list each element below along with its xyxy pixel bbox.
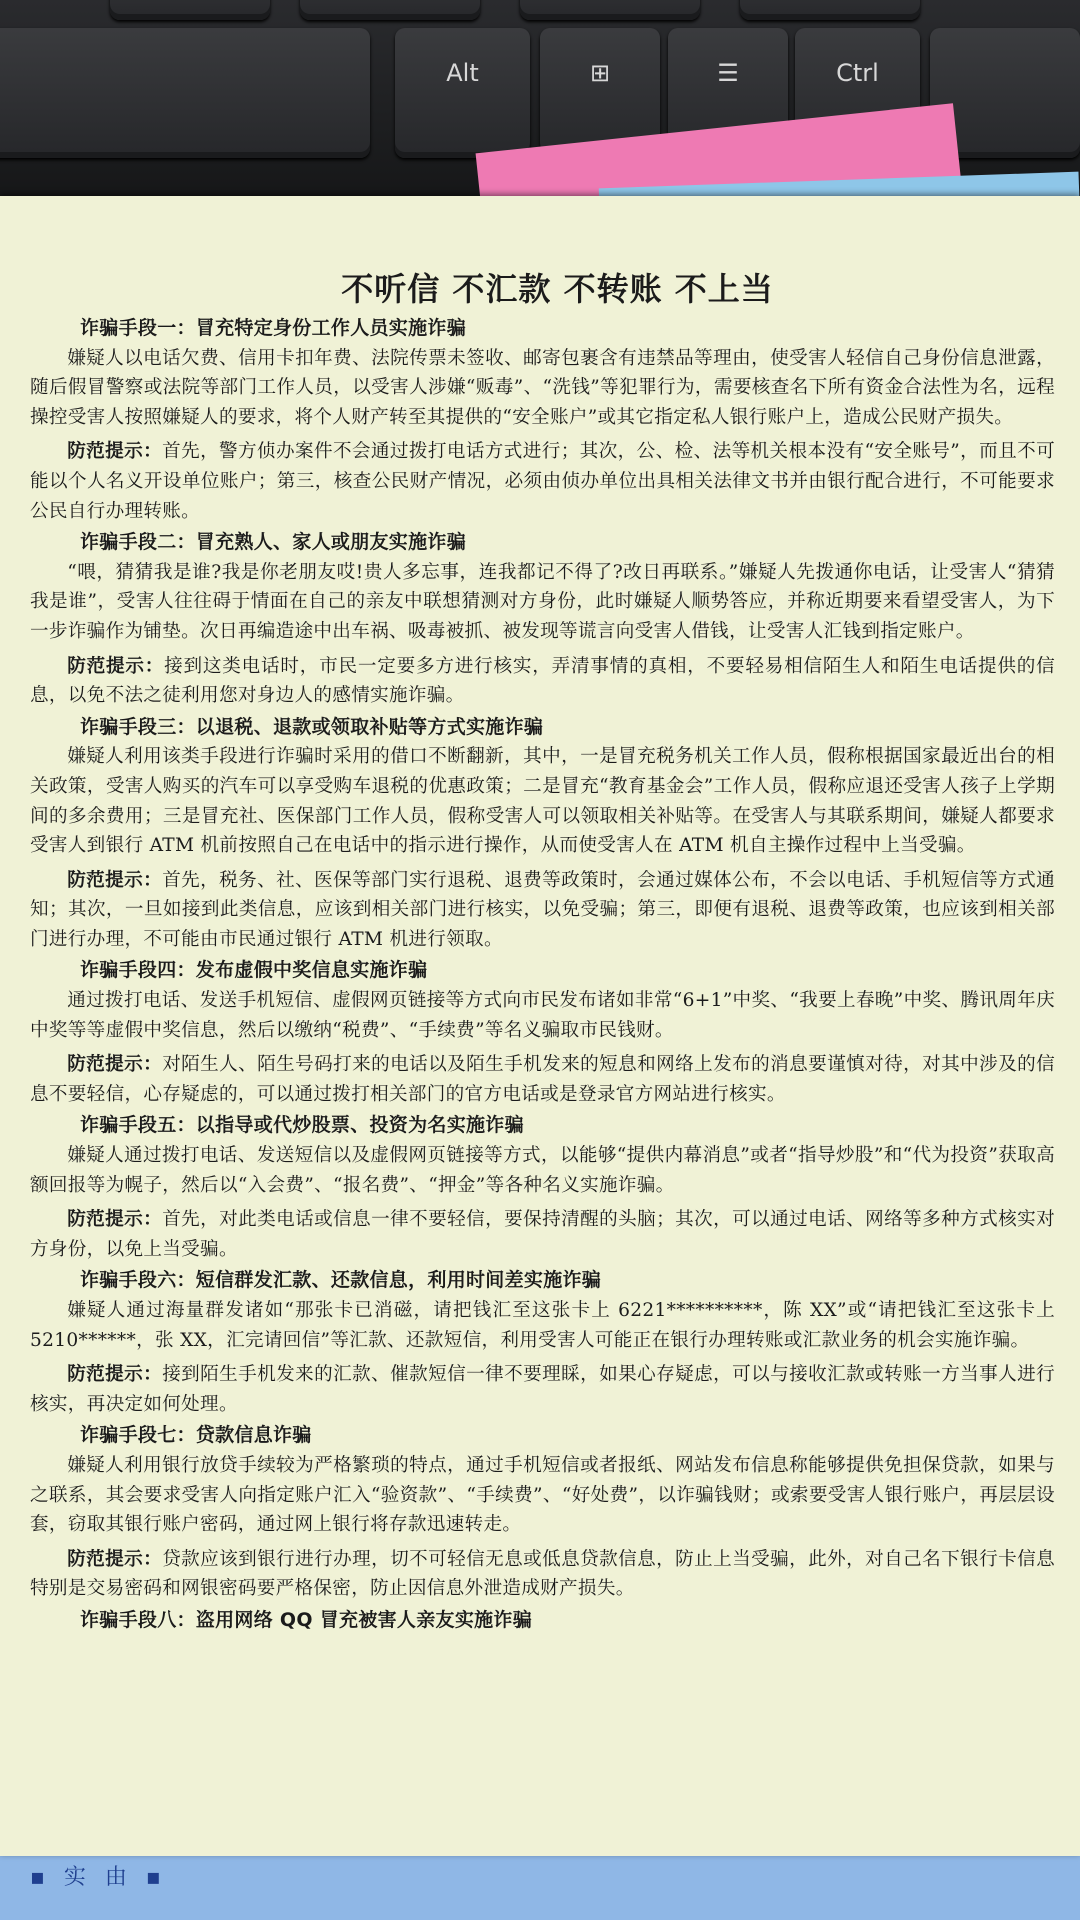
- section-body: 嫌疑人以电话欠费、信用卡扣年费、法院传票未签收、邮寄包裹含有违禁品等理由，使受害人轻信自己身份信息泄露，随后假冒警察或法院等部门工作人员，以受害人涉嫌“贩毒”、“洗钱”等犯罪行为，需要核查名下所有资金合法性为名，远程操控受害人按照嫌疑人的要求，将个人财产转至其提供的“安全账户”或其它指定私人银行账户上，造成公民财产损失。: [30, 347, 1055, 428]
- section-heading: 诈骗手段二：冒充熟人、家人或朋友实施诈骗: [80, 531, 467, 554]
- prevention-tip: [30, 1205, 1055, 1264]
- paper-sheet: [0, 196, 1080, 1856]
- keyboard-key-top: [300, 0, 480, 20]
- prevention-tip: [30, 437, 1055, 526]
- prevention-tip-text: 首先，税务、社、医保等部门实行退税、退费等政策时，会通过媒体公布，不会以电话、手机短信等方式通知；其次，一旦如接到此类信息，应该到相关部门进行核实，以免受骗；第三，即便有退税、退费等政策，也应该到相关部门进行办理，不可能由市民通过银行 ATM 机进行领取。: [30, 869, 1055, 950]
- section-body: 嫌疑人利用银行放贷手续较为严格繁琐的特点，通过手机短信或者报纸、网站发布信息称能够提供免担保贷款，如果与之联系，其会要求受害人向指定账户汇入“验资款”、“手续费”、“好处费”，以诈骗钱财；或索要受害人银行账户，再层层设套，窃取其银行账户密码，通过网上银行将存款迅速转走。: [30, 1454, 1055, 1536]
- prevention-tip-label: 防范提示：: [67, 1054, 163, 1076]
- document-title: 不听信 不汇款 不转账 不上当: [341, 270, 774, 308]
- prevention-tip-text: 贷款应该到银行进行办理，切不可轻信无息或低息贷款信息，防止上当受骗，此外，对自己名下银行卡信息特别是交易密码和网银密码要严格保密，防止因信息外泄造成财产损失。: [30, 1548, 1055, 1600]
- fraud-section: [30, 1421, 1055, 1604]
- section-heading: 诈骗手段六：短信群发汇款、还款信息，利用时间差实施诈骗: [80, 1269, 602, 1292]
- alt-key: Alt: [395, 28, 530, 158]
- prevention-tip: [30, 866, 1055, 955]
- keyboard-key-top: [740, 0, 920, 20]
- fraud-section: [30, 528, 1055, 711]
- prevention-tip-text: 首先，警方侦办案件不会通过拨打电话方式进行；其次，公、检、法等机关根本没有“安全账号”，而且不可能以个人名义开设单位账户；第三，核查公民财产情况，必须由侦办单位出具相关法律文书并由银行配合进行，不可能要求公民自行办理转账。: [30, 441, 1055, 522]
- prevention-tip-label: 防范提示：: [67, 1209, 163, 1231]
- fraud-section: [30, 1111, 1055, 1264]
- ctrl-key: Ctrl: [795, 28, 920, 158]
- prevention-tip-label: 防范提示：: [67, 441, 163, 463]
- section-heading: 诈骗手段七：贷款信息诈骗: [80, 1424, 312, 1447]
- section-body: 嫌疑人通过海量群发诸如“那张卡已消磁，请把钱汇至这张卡上 6221**********，陈 XX”或“请把钱汇至这张卡上 5210******，张 XX，汇完请回信”等汇款、还款短信，利用受害人可能正在银行办理转账或汇款业务的机会实施诈骗。: [30, 1300, 1055, 1351]
- fraud-section: [30, 1606, 1055, 1636]
- prevention-tip-label: 防范提示：: [67, 1548, 163, 1570]
- prevention-tip: [30, 652, 1055, 711]
- prevention-tip-text: 首先，对此类电话或信息一律不要轻信，要保持清醒的头脑；其次，可以通过电话、网络等多种方式核实对方身份，以免上当受骗。: [30, 1209, 1055, 1260]
- prevention-tip-label: 防范提示：: [67, 869, 163, 891]
- sections-container: [30, 314, 1055, 1636]
- fraud-section: [30, 314, 1055, 526]
- fraud-section: [30, 713, 1055, 955]
- section-body: 嫌疑人利用该类手段进行诈骗时采用的借口不断翻新，其中，一是冒充税务机关工作人员，假称根据国家最近出台的相关政策，受害人购买的汽车可以享受购车退税的优惠政策；二是冒充“教育基金会”工作人员，假称应退还受害人孩子上学期间的多余费用；三是冒充社、医保部门工作人员，假称受害人可以领取相关补贴等。在受害人与其联系期间，嫌疑人都要求受害人到银行 ATM 机前按照自己在电话中的指示进行操作，从而使受害人在 ATM 机自主操作过程中上当受骗。: [30, 746, 1055, 857]
- space-bar-key: [0, 28, 370, 158]
- section-heading: 诈骗手段五：以指导或代炒股票、投资为名实施诈骗: [80, 1114, 524, 1137]
- prevention-tip: [30, 1360, 1055, 1419]
- prevention-tip: [30, 1545, 1055, 1604]
- keyboard-key-top: [110, 0, 270, 20]
- prevention-tip-label: 防范提示：: [67, 1364, 163, 1386]
- keyboard-key-top: [520, 0, 700, 20]
- fraud-section: [30, 956, 1055, 1109]
- section-body: “喂，猜猜我是谁?我是你老朋友哎!贵人多忘事，连我都记不得了?改日再联系。”嫌疑人先拨通你电话，让受害人“猜猜我是谁”，受害人往往碍于情面在自己的亲友中联想猜测对方身份，此时嫌疑人顺势答应，并称近期要来看望受害人，为下一步诈骗作为铺垫。次日再编造途中出车祸、吸毒被抓、被发现等谎言向受害人借钱，让受害人汇钱到指定账户。: [30, 561, 1055, 642]
- section-heading: 诈骗手段一：冒充特定身份工作人员实施诈骗: [80, 317, 467, 339]
- section-heading: 诈骗手段八：盗用网络 QQ 冒充被害人亲友实施诈骗: [80, 1608, 533, 1631]
- prevention-tip-text: 对陌生人、陌生号码打来的电话以及陌生手机发来的短息和网络上发布的消息要谨慎对待，对其中涉及的信息不要轻信，心存疑虑的，可以通过拨打相关部门的官方电话或是登录官方网站进行核实。: [30, 1054, 1055, 1105]
- document-body: [30, 266, 1055, 1636]
- fraud-section: [30, 1266, 1055, 1419]
- section-body: 嫌疑人通过拨打电话、发送短信以及虚假网页链接等方式，以能够“提供内幕消息”或者“指导炒股”和“代为投资”获取高额回报等为幌子，然后以“入会费”、“报名费”、“押金”等各种名义实施诈骗。: [30, 1145, 1055, 1196]
- prevention-tip-text: 接到这类电话时，市民一定要多方进行核实，弄清事情的真相，不要轻易相信陌生人和陌生电话提供的信息，以免不法之徒利用您对身边人的感情实施诈骗。: [30, 655, 1055, 707]
- windows-key: ⊞: [540, 28, 660, 158]
- prevention-tip: [30, 1050, 1055, 1109]
- prevention-tip-text: 接到陌生手机发来的汇款、催款短信一律不要理睬，如果心存疑虑，可以与接收汇款或转账一方当事人进行核实，再决定如何处理。: [30, 1364, 1055, 1415]
- menu-key: ☰: [668, 28, 788, 158]
- section-heading: 诈骗手段三：以退税、退款或领取补贴等方式实施诈骗: [80, 715, 544, 738]
- section-body: 通过拨打电话、发送手机短信、虚假网页链接等方式向市民发布诸如非常“6+1”中奖、“我要上春晚”中奖、腾讯周年庆中奖等等虚假中奖信息，然后以缴纳“税费”、“手续费”等名义骗取市民钱财。: [30, 990, 1055, 1041]
- prevention-tip-label: 防范提示：: [67, 655, 165, 677]
- bottom-print-text: ▪ 实 由 ▪: [30, 1865, 167, 1890]
- section-heading: 诈骗手段四：发布虚假中奖信息实施诈骗: [80, 959, 428, 982]
